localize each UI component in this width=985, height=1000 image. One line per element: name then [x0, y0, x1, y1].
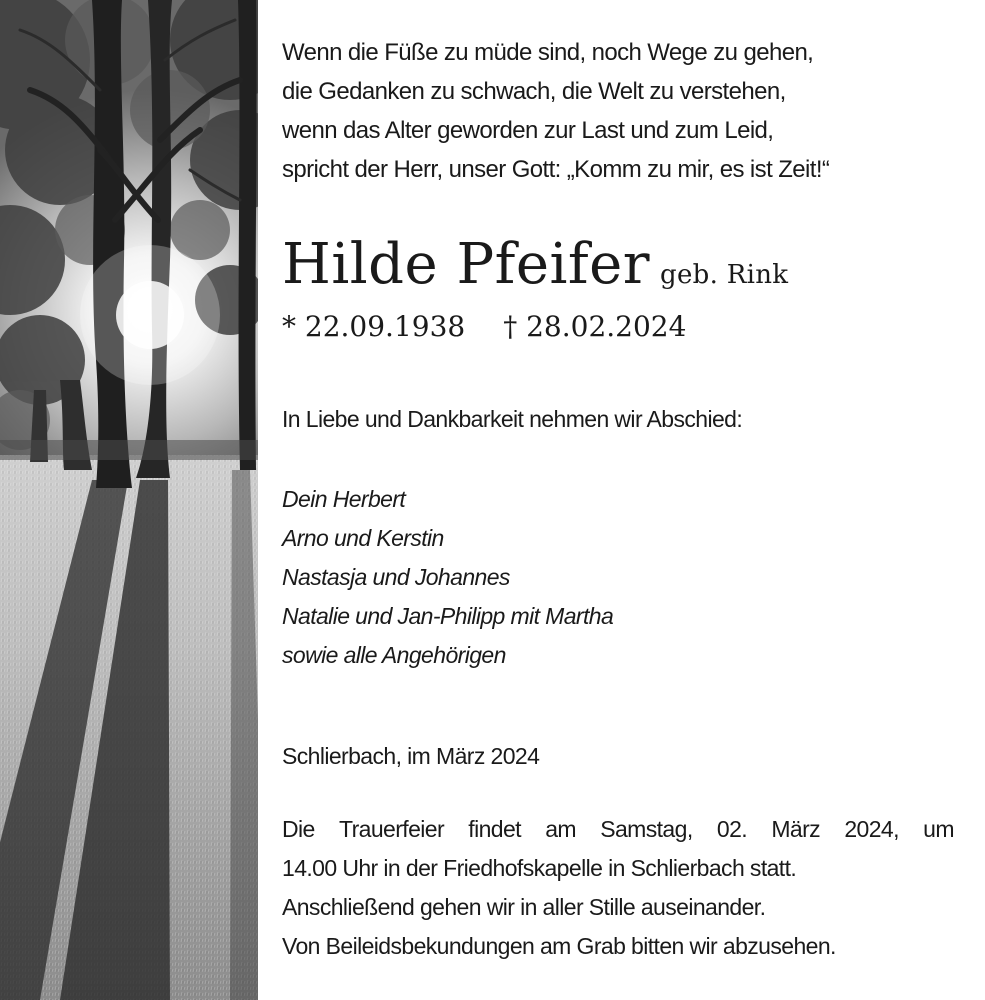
mourners-list	[282, 480, 613, 675]
park-trees-photo	[0, 0, 258, 1000]
birth-date: * 22.09.1938	[282, 310, 466, 343]
service-line: Von Beileidsbekundungen am Grab bitten wir abzusehen.	[282, 933, 836, 959]
service-word: findet	[468, 816, 521, 842]
service-word: am	[545, 816, 576, 842]
service-line: Anschließend gehen wir in aller Stille auseinander.	[282, 894, 766, 920]
poem-line: spricht der Herr, unser Gott: „Komm zu mir, es ist Zeit!“	[282, 156, 830, 183]
service-word: Die	[282, 816, 315, 842]
place-and-date: Schlierbach, im März 2024	[282, 743, 540, 769]
death-date: † 28.02.2024	[503, 310, 687, 343]
service-word: März	[771, 816, 821, 842]
mourner: sowie alle Angehörigen	[282, 642, 506, 668]
memorial-poem	[282, 33, 962, 189]
mourner: Natalie und Jan-Philipp mit Martha	[282, 603, 614, 629]
service-word: 2024,	[844, 816, 899, 842]
mourner: Nastasja und Johannes	[282, 564, 510, 590]
service-word: um	[923, 816, 954, 842]
mourner: Dein Herbert	[282, 486, 406, 512]
funeral-service-info	[282, 810, 954, 966]
service-word: Trauerfeier	[338, 816, 445, 842]
service-line-justified	[282, 810, 954, 849]
poem-line: wenn das Alter geworden zur Last und zum Leid,	[282, 117, 774, 144]
poem-line: die Gedanken zu schwach, die Welt zu verstehen,	[282, 78, 786, 105]
service-line: 14.00 Uhr in der Friedhofskapelle in Schlierbach statt.	[282, 855, 797, 881]
life-dates	[282, 310, 686, 343]
mourner: Arno und Kerstin	[282, 525, 444, 551]
deceased-name-row	[282, 232, 788, 297]
poem-line: Wenn die Füße zu müde sind, noch Wege zu gehen,	[282, 39, 814, 66]
farewell-statement: In Liebe und Dankbarkeit nehmen wir Abschied:	[282, 406, 743, 432]
deceased-name: Hilde Pfeifer	[282, 232, 651, 297]
maiden-name: geb. Rink	[660, 260, 789, 290]
service-word: 02.	[716, 816, 748, 842]
service-word: Samstag,	[600, 816, 693, 842]
